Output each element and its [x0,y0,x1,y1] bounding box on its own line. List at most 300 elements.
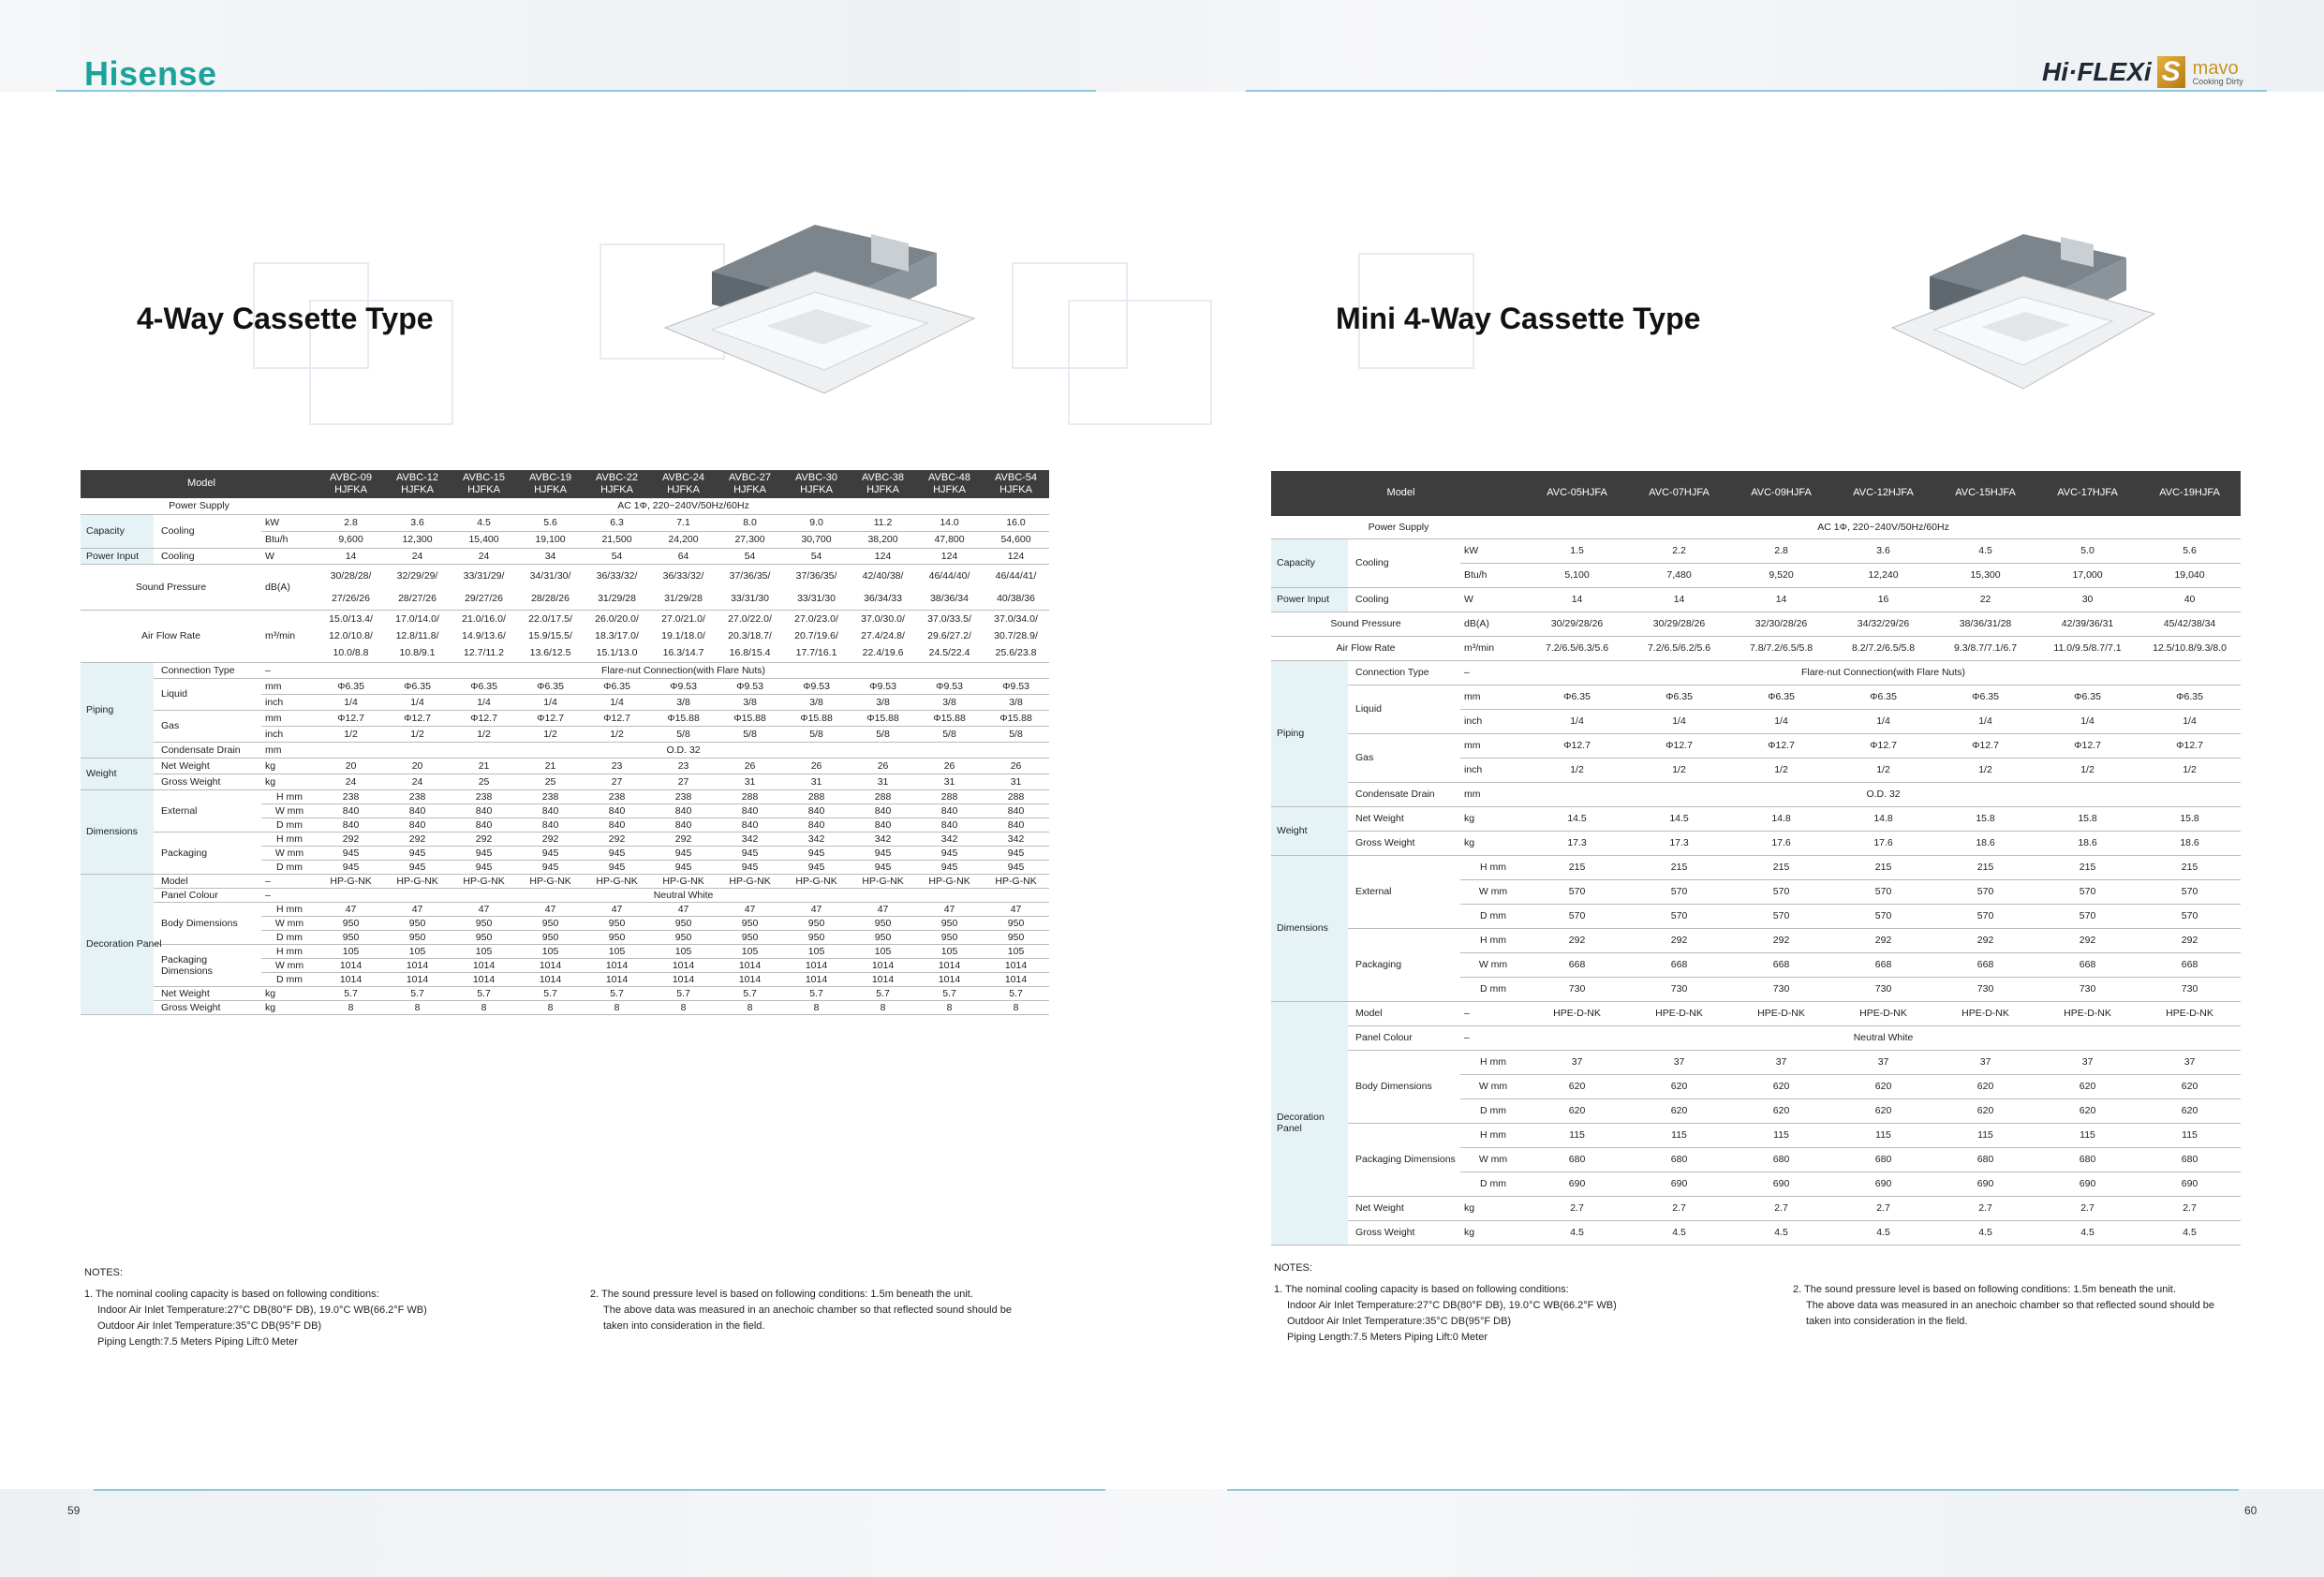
value-line: 40/38/36 [997,592,1035,604]
value-cell: 5.0 [2036,538,2139,563]
sound-pressure-value [318,564,384,610]
table-row [1271,855,2241,879]
value-cell: 47 [783,902,850,916]
unit-label: W mm [261,916,318,930]
value-cell: 23 [650,758,717,774]
value-cell: 20 [318,758,384,774]
value-cell: Φ6.35 [384,678,451,694]
value-cell: 14.0 [916,514,983,531]
value-cell: 40 [2139,587,2241,612]
unit-label: D mm [1460,1172,1526,1196]
model-name-line: HJFKA [800,484,833,495]
table-row [81,610,1049,662]
value-cell: 19,040 [2139,563,2241,587]
air-flow-value [850,610,916,662]
value-cell: 5.7 [916,986,983,1000]
note-2-line-2: The above data was measured in an anechoic chamber so that reflected sound should be [1806,1300,2214,1311]
value-line: 30.7/28.9/ [994,630,1038,641]
brand-mavo-word: mavo [2192,57,2239,79]
value-cell: 9.3/8.7/7.1/6.7 [1934,636,2036,660]
value-cell: Φ12.7 [1628,733,1730,758]
panel-gross-weight-label: Gross Weight [154,1000,261,1014]
value-cell: 950 [451,930,517,944]
value-cell: 21 [451,758,517,774]
model-name-line: AVBC-12 [396,471,439,483]
value-cell: 680 [2139,1147,2241,1172]
panel-net-weight-label: Net Weight [1348,1196,1460,1220]
value-cell: Φ6.35 [318,678,384,694]
value-cell: 17.3 [1526,831,1628,855]
value-cell: 8 [384,1000,451,1014]
condensate-drain-label: Condensate Drain [1348,782,1460,806]
unit-label: H mm [1460,1123,1526,1147]
value-cell: 4.5 [1526,1220,1628,1245]
table-row [81,514,1049,531]
unit-label: – [261,662,318,678]
unit-label: W mm [1460,1074,1526,1098]
gross-weight-label: Gross Weight [154,774,261,789]
value-cell: 3/8 [650,694,717,710]
value-cell: 840 [783,818,850,832]
value-cell: 950 [983,916,1049,930]
value-cell: 14.5 [1526,806,1628,831]
model-name-line: HJFKA [600,484,633,495]
model-name-line: AVBC-19 [529,471,572,483]
value-cell: 620 [2139,1098,2241,1123]
table-row [1271,612,2241,636]
cassette-unit-illustration [656,215,984,403]
value-cell: 18.6 [1934,831,2036,855]
value-cell: Φ15.88 [783,710,850,726]
value-cell: 5/8 [983,726,1049,742]
cooling-label: Cooling [1348,538,1460,587]
value-line: 31/29/28 [598,592,636,604]
unit-label: W [261,548,318,564]
value-cell: 292 [1934,928,2036,952]
value-cell: 690 [2036,1172,2139,1196]
value-cell: 238 [584,789,650,803]
value-cell: 5.6 [2139,538,2241,563]
value-cell: 840 [916,818,983,832]
value-cell: Φ6.35 [1832,685,1934,709]
value-cell: 840 [517,803,584,818]
value-cell: 7.1 [650,514,717,531]
value-cell: 124 [916,548,983,564]
model-name-line: HJFKA [933,484,966,495]
model-header: Model [1271,471,1526,516]
model-name-line: HJFKA [401,484,434,495]
value-cell: 105 [451,944,517,958]
value-cell: 7.2/6.5/6.3/5.6 [1526,636,1628,660]
liquid-label: Liquid [154,678,261,710]
value-cell: 215 [1730,855,1832,879]
sound-pressure-value [384,564,451,610]
value-cell: 840 [517,818,584,832]
value-cell: 945 [916,860,983,874]
value-cell: 5.7 [850,986,916,1000]
sound-pressure-value [916,564,983,610]
table-row [81,678,1049,694]
power-supply-label: Power Supply [81,498,318,514]
panel-model-label: Model [1348,1001,1460,1025]
value-cell: 292 [318,832,384,846]
value-cell: 115 [1730,1123,1832,1147]
value-cell: 840 [983,818,1049,832]
brand-mavo [2193,59,2243,86]
value-cell: 5/8 [650,726,717,742]
net-weight-label: Net Weight [1348,806,1460,831]
unit-label: D mm [261,972,318,986]
header-rule-right [1246,90,2267,92]
value-cell: 26 [850,758,916,774]
sound-pressure-label: Sound Pressure [81,564,261,610]
value-cell: 620 [2036,1098,2139,1123]
value-cell: 840 [717,803,783,818]
value-cell: 30,700 [783,531,850,548]
value-line: 15.0/13.4/ [329,613,373,625]
value-cell: 26 [783,758,850,774]
page-title-left: 4-Way Cassette Type [137,302,434,335]
value-line: 12.0/10.8/ [329,630,373,641]
table-row [81,742,1049,758]
value-cell: 115 [2139,1123,2241,1147]
value-line: 13.6/12.5 [529,647,571,658]
model-name-line: AVBC-24 [662,471,705,483]
value-cell: 840 [650,803,717,818]
value-cell: 5.7 [650,986,717,1000]
value-cell: 1014 [916,972,983,986]
air-flow-value [717,610,783,662]
value-cell: 840 [318,818,384,832]
value-cell: 5.6 [517,514,584,531]
value-cell: 30/29/28/26 [1628,612,1730,636]
value-cell: 34 [517,548,584,564]
value-line: 10.8/9.1 [399,647,436,658]
value-cell: 690 [2139,1172,2241,1196]
table-row [1271,1025,2241,1050]
weight-label: Weight [1271,806,1348,855]
value-cell: 1/2 [1832,758,1934,782]
sound-pressure-value [850,564,916,610]
value-cell: 14.8 [1832,806,1934,831]
note-1-line-2: Indoor Air Inlet Temperature:27°C DB(80°F DB), 19.0°C WB(66.2°F WB) [1287,1300,1617,1311]
table-row [81,710,1049,726]
model-name-header: AVC-12HJFA [1832,471,1934,516]
value-cell: 37 [1730,1050,1832,1074]
value-cell: 4.5 [1832,1220,1934,1245]
value-cell: 3/8 [983,694,1049,710]
value-cell: 1014 [983,958,1049,972]
value-cell: 945 [916,846,983,860]
value-cell: 690 [1730,1172,1832,1196]
table-row [81,470,1049,498]
value-cell: 8 [650,1000,717,1014]
power-supply-label: Power Supply [1271,516,1526,538]
value-cell: 18.6 [2139,831,2241,855]
table-row [81,874,1049,888]
air-flow-value [783,610,850,662]
value-cell: 950 [384,930,451,944]
value-cell: 47 [384,902,451,916]
unit-label: dB(A) [261,564,318,610]
value-cell: 950 [850,916,916,930]
value-cell: 950 [584,930,650,944]
value-cell: 1014 [584,958,650,972]
value-cell: 9,520 [1730,563,1832,587]
value-cell: 1/2 [384,726,451,742]
value-cell: 840 [584,803,650,818]
mini-cassette-unit-illustration [1883,220,2164,398]
value-cell: 840 [650,818,717,832]
value-cell: 668 [1526,952,1628,977]
table-row [81,789,1049,803]
value-cell: 945 [318,860,384,874]
value-cell: 47 [717,902,783,916]
value-cell: 3/8 [916,694,983,710]
value-cell: 840 [850,818,916,832]
value-cell: 668 [1628,952,1730,977]
power-input-label: Power Input [1271,587,1348,612]
note-2-line-2: The above data was measured in an anechoic chamber so that reflected sound should be [603,1304,1012,1316]
value-cell: 570 [2036,904,2139,928]
model-name-line: AVBC-48 [928,471,971,483]
decoration-panel-label: Decoration Panel [1271,1001,1348,1245]
value-cell: 680 [1730,1147,1832,1172]
model-name-header: AVC-05HJFA [1526,471,1628,516]
value-cell: 570 [1628,904,1730,928]
value-cell: 105 [517,944,584,958]
value-cell: 680 [1526,1147,1628,1172]
value-cell: 1014 [850,972,916,986]
value-cell: 288 [916,789,983,803]
table-row [1271,471,2241,516]
connection-type-label: Connection Type [154,662,261,678]
value-cell: 620 [1730,1074,1832,1098]
value-cell: 945 [717,860,783,874]
value-line: 37/36/35/ [729,569,771,582]
value-cell: 5.7 [717,986,783,1000]
value-cell: HP-G-NK [783,874,850,888]
value-cell: 2.7 [1934,1196,2036,1220]
value-cell: 37 [2036,1050,2139,1074]
hiflexi-brand [2042,56,2243,88]
value-cell: 7.2/6.5/6.2/5.6 [1628,636,1730,660]
cooling-label: Cooling [154,514,261,548]
value-cell: 5/8 [916,726,983,742]
value-cell: 31 [916,774,983,789]
value-cell: 215 [1526,855,1628,879]
value-cell: 31 [783,774,850,789]
value-cell: 26 [916,758,983,774]
value-cell: 945 [384,846,451,860]
value-cell: 292 [1832,928,1934,952]
value-cell: 11.0/9.5/8.7/7.1 [2036,636,2139,660]
value-line: 12.8/11.8/ [395,630,439,641]
value-cell: 23 [584,758,650,774]
table-row [1271,538,2241,563]
value-cell: 730 [2036,977,2139,1001]
unit-label: kW [261,514,318,531]
value-cell: 945 [451,860,517,874]
footer-rule-left [94,1489,1105,1491]
unit-label: kW [1460,538,1526,563]
model-name-header [650,470,717,498]
value-cell: 1014 [517,958,584,972]
sound-pressure-value [584,564,650,610]
note-2-line-1: 2. The sound pressure level is based on following conditions: 1.5m beneath the unit. [590,1289,973,1300]
value-cell: 37 [2139,1050,2241,1074]
connection-type-value: Flare-nut Connection(with Flare Nuts) [1526,660,2241,685]
unit-label: D mm [1460,904,1526,928]
unit-label: m³/min [261,610,318,662]
model-name-line: HJFKA [999,484,1032,495]
value-cell: 15.8 [2139,806,2241,831]
model-name-header [783,470,850,498]
value-cell: HP-G-NK [916,874,983,888]
value-cell: 1014 [850,958,916,972]
value-cell: Φ6.35 [1628,685,1730,709]
value-cell: 1/2 [2139,758,2241,782]
value-cell: 8 [517,1000,584,1014]
value-cell: 47 [451,902,517,916]
value-cell: 950 [517,930,584,944]
unit-label: H mm [261,902,318,916]
value-cell: 5.7 [451,986,517,1000]
value-line: 27.0/23.0/ [794,613,838,625]
value-cell: 680 [2036,1147,2139,1172]
table-row [81,944,1049,958]
value-cell: 840 [384,818,451,832]
unit-label: D mm [261,818,318,832]
table-row [1271,1196,2241,1220]
value-cell: 620 [1832,1074,1934,1098]
value-cell: 17,000 [2036,563,2139,587]
table-row [1271,685,2241,709]
value-cell: 945 [384,860,451,874]
packaging-label: Packaging [1348,928,1460,1001]
table-row [1271,1123,2241,1147]
value-cell: 38/36/31/28 [1934,612,2036,636]
value-line: 26.0/20.0/ [595,613,639,625]
note-1-line-3: Outdoor Air Inlet Temperature:35°C DB(95°F DB) [97,1320,322,1332]
value-cell: 14.5 [1628,806,1730,831]
value-cell: Φ6.35 [584,678,650,694]
page-number-right: 60 [2244,1504,2257,1517]
model-name-line: HJFKA [534,484,567,495]
value-cell: 8 [584,1000,650,1014]
table-row [81,1000,1049,1014]
value-cell: 570 [1526,879,1628,904]
table-row [1271,587,2241,612]
value-cell: 24 [318,774,384,789]
value-cell: 5.7 [318,986,384,1000]
sound-pressure-label: Sound Pressure [1271,612,1460,636]
model-name-header [850,470,916,498]
value-line: 20.3/18.7/ [728,630,772,641]
value-line: 17.0/14.0/ [395,613,439,625]
cooling-label: Cooling [154,548,261,564]
value-cell: 115 [1628,1123,1730,1147]
unit-label: W mm [1460,952,1526,977]
value-cell: 730 [1628,977,1730,1001]
value-cell: 5.7 [517,986,584,1000]
notes-left-2 [590,1287,1012,1334]
value-cell: 950 [717,930,783,944]
value-cell: 215 [1628,855,1730,879]
value-cell: HP-G-NK [983,874,1049,888]
model-name-line: AVBC-27 [729,471,772,483]
table-row [1271,733,2241,758]
value-cell: 730 [1934,977,2036,1001]
value-cell: 8 [451,1000,517,1014]
model-name-header [983,470,1049,498]
value-line: 27/26/26 [332,592,370,604]
value-cell: 1/2 [1934,758,2036,782]
value-cell: 24,200 [650,531,717,548]
value-line: 36/34/33 [864,592,902,604]
air-flow-value [584,610,650,662]
value-line: 29.6/27.2/ [927,630,971,641]
value-cell: 238 [384,789,451,803]
value-cell: 5.7 [584,986,650,1000]
value-cell: 54 [717,548,783,564]
value-cell: 8 [318,1000,384,1014]
unit-label: mm [261,678,318,694]
value-cell: 620 [1628,1098,1730,1123]
unit-label: H mm [1460,928,1526,952]
value-cell: 18.6 [2036,831,2139,855]
table-row [1271,806,2241,831]
value-cell: 9,600 [318,531,384,548]
value-cell: 730 [1832,977,1934,1001]
footer-band [0,1489,2324,1577]
value-cell: 570 [2139,879,2241,904]
value-cell: 668 [2139,952,2241,977]
value-cell: HP-G-NK [850,874,916,888]
unit-label: W mm [1460,879,1526,904]
value-cell: Φ15.88 [650,710,717,726]
unit-label: kg [261,1000,318,1014]
value-cell: 1/2 [584,726,650,742]
air-flow-value [916,610,983,662]
unit-label: H mm [261,944,318,958]
value-line: 24.5/22.4 [928,647,970,658]
value-cell: 105 [650,944,717,958]
value-cell: 8 [717,1000,783,1014]
value-cell: 4.5 [1730,1220,1832,1245]
notes-right-2 [1793,1282,2214,1330]
value-cell: 11.2 [850,514,916,531]
value-cell: 115 [2036,1123,2139,1147]
value-line: 15.9/15.5/ [528,630,572,641]
value-cell: 5.7 [983,986,1049,1000]
value-cell: 1014 [717,958,783,972]
value-cell: 215 [2139,855,2241,879]
value-cell: 12,240 [1832,563,1934,587]
value-cell: 950 [983,930,1049,944]
value-cell: 950 [916,930,983,944]
brand-s-badge: S [2157,56,2185,88]
value-cell: HP-G-NK [384,874,451,888]
value-cell: HPE-D-NK [1628,1001,1730,1025]
header-band [0,0,2324,92]
model-name-header [451,470,517,498]
value-cell: 2.7 [1832,1196,1934,1220]
note-1-line-4: Piping Length:7.5 Meters Piping Lift:0 Meter [97,1336,299,1348]
note-1-line-4: Piping Length:7.5 Meters Piping Lift:0 Meter [1287,1332,1488,1343]
note-1-line-1: 1. The nominal cooling capacity is based on following conditions: [84,1289,379,1300]
value-cell: 690 [1832,1172,1934,1196]
